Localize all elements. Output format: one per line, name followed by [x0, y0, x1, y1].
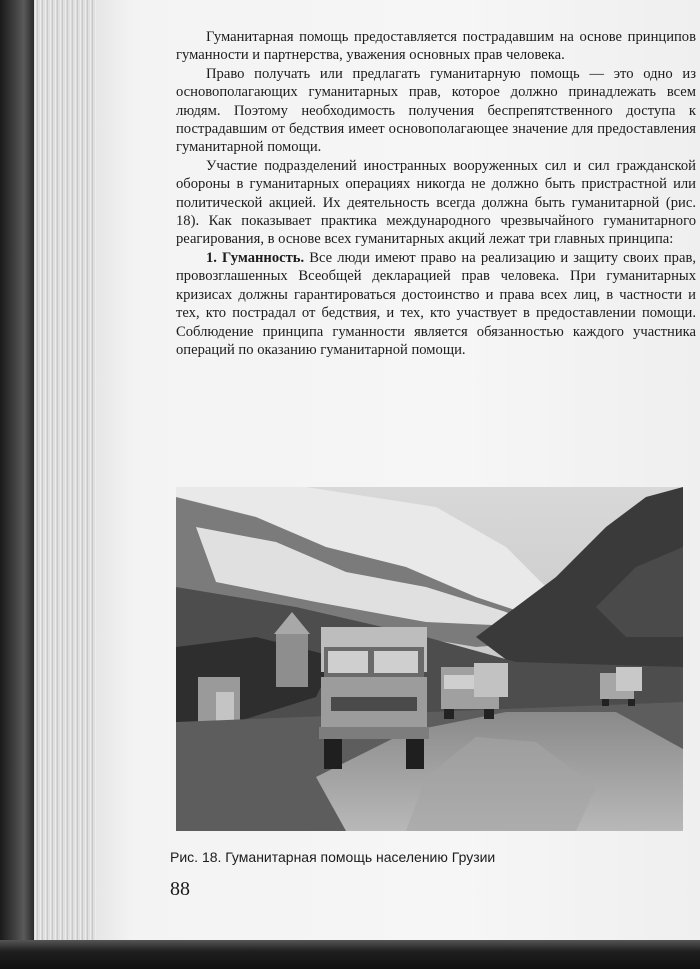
- book-bottom-shadow: [0, 940, 700, 969]
- figure-18-photo: [176, 487, 683, 831]
- paragraph-2: [176, 65, 696, 157]
- page-edges: [34, 0, 96, 950]
- body-text: [176, 28, 696, 359]
- principle-heading: 1. Гуманность.: [206, 249, 305, 266]
- paragraph-3: [176, 157, 696, 249]
- paragraph-3-text: Участие подразделений иностранных вооруженных сил и сил гражданской обороны в гуманитарных операциях никогда не должно быть пристрастной или политической акцией. Их деятельность всегда должна быть гуманитарной (рис. 18). Как показывает практика международного чрезвычайного гуманитарного реагирования, в основе всех гуманитарных акций лежат три главных принципа:: [176, 157, 696, 248]
- paragraph-4: [176, 249, 696, 359]
- paragraph-4-text: Все люди имеют право на реализацию и защиту своих прав, провозглашенных Всеобщей декларацией прав человека. При гуманитарных кризисах должны гарантироваться достоинство и права всех лиц, в частности и тех, кто пострадал от бедствия, и тех, кто участвует в предоставлении помощи. Соблюдение принципа гуманности является обязанностью каждого участника операций по оказанию гуманитарной помощи.: [176, 249, 696, 358]
- book-spine: [0, 0, 34, 969]
- figure-caption: Рис. 18. Гуманитарная помощь населению Грузии: [170, 849, 496, 865]
- page-number: 88: [170, 878, 190, 900]
- paragraph-2-text: Право получать или предлагать гуманитарную помощь — это одно из основополагающих гуманитарных прав, которое должно принадлежать всем людям. Поэтому необходимость получения беспрепятственного доступа к пострадавшим от бедствия имеет основополагающее значение для предоставления гуманитарной помощи.: [176, 65, 696, 156]
- book-page: [96, 0, 700, 946]
- paragraph-1: [176, 28, 696, 65]
- paragraph-1-text: Гуманитарная помощь предоставляется пострадавшим на основе принципов гуманности и партнерства, уважения основных прав человека.: [176, 29, 696, 64]
- mountain-road-trucks-image: [176, 487, 683, 831]
